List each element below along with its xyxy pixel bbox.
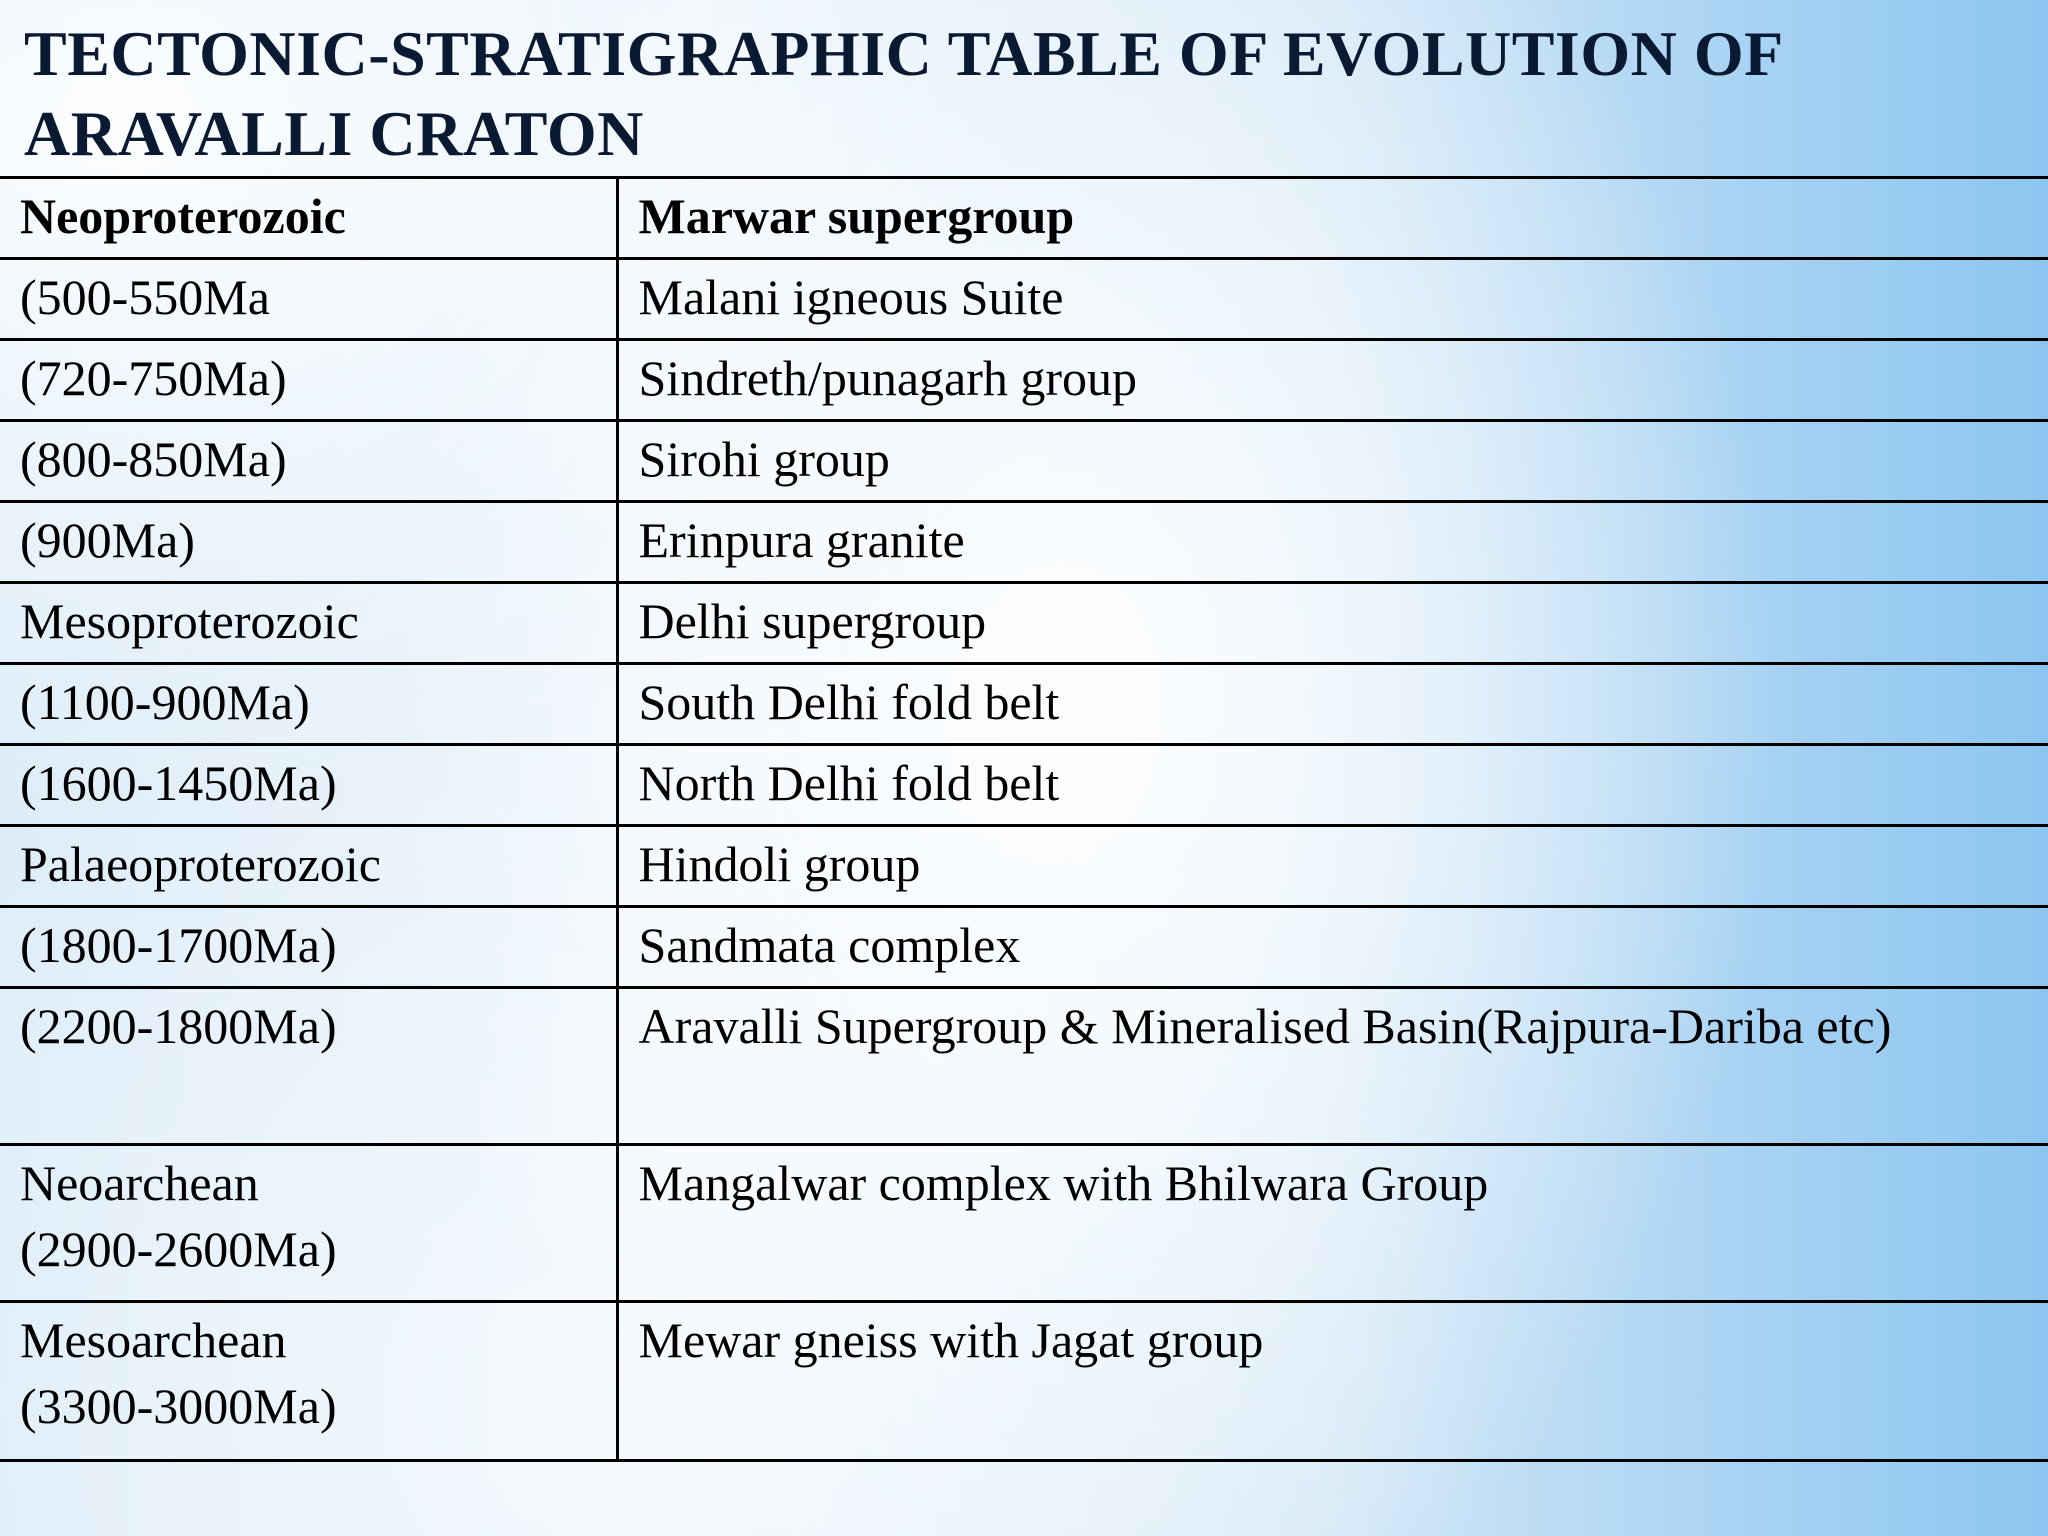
- age-cell: (1800-1700Ma): [0, 907, 617, 988]
- unit-cell: Mewar gneiss with Jagat group: [617, 1302, 2048, 1461]
- age-cell: Palaeoproterozoic: [0, 826, 617, 907]
- table-row: [0, 745, 2048, 826]
- age-cell: (1600-1450Ma): [0, 745, 617, 826]
- table-row: [0, 502, 2048, 583]
- era-name: Neoarchean: [20, 1155, 259, 1211]
- table-row: [0, 664, 2048, 745]
- age-cell: (1100-900Ma): [0, 664, 617, 745]
- unit-cell: South Delhi fold belt: [617, 664, 2048, 745]
- table-row: [0, 340, 2048, 421]
- table-row: [0, 583, 2048, 664]
- title-line-1: TECTONIC-STRATIGRAPHIC TABLE OF EVOLUTION OF: [24, 18, 1784, 89]
- table-row: [0, 826, 2048, 907]
- table-row: [0, 1302, 2048, 1461]
- title-line-2: ARAVALLI CRATON: [24, 98, 644, 169]
- unit-cell: Malani igneous Suite: [617, 259, 2048, 340]
- age-cell: (500-550Ma: [0, 259, 617, 340]
- header-unit-cell: Marwar supergroup: [617, 178, 2048, 259]
- unit-cell: Erinpura granite: [617, 502, 2048, 583]
- unit-cell: Mangalwar complex with Bhilwara Group: [617, 1145, 2048, 1302]
- era-range: (3300-3000Ma): [20, 1378, 337, 1434]
- unit-cell: Hindoli group: [617, 826, 2048, 907]
- age-cell: (720-750Ma): [0, 340, 617, 421]
- header-age-cell: Neoproterozoic: [0, 178, 617, 259]
- unit-cell: Sirohi group: [617, 421, 2048, 502]
- stratigraphic-table: [0, 176, 2048, 1462]
- table-row: [0, 421, 2048, 502]
- unit-cell: Aravalli Supergroup & Mineralised Basin(Rajpura-Dariba etc): [617, 988, 2048, 1145]
- unit-cell: North Delhi fold belt: [617, 745, 2048, 826]
- unit-cell: Delhi supergroup: [617, 583, 2048, 664]
- age-cell: Mesoproterozoic: [0, 583, 617, 664]
- age-cell: (2200-1800Ma): [0, 988, 617, 1145]
- table-row: [0, 259, 2048, 340]
- table-row: [0, 1145, 2048, 1302]
- unit-cell: Sindreth/punagarh group: [617, 340, 2048, 421]
- unit-cell: Sandmata complex: [617, 907, 2048, 988]
- page-title: [24, 14, 2014, 174]
- table-row: [0, 988, 2048, 1145]
- age-cell: [0, 1302, 617, 1461]
- age-cell: (800-850Ma): [0, 421, 617, 502]
- age-cell: (900Ma): [0, 502, 617, 583]
- table-row: [0, 907, 2048, 988]
- era-name: Mesoarchean: [20, 1312, 287, 1368]
- age-cell: [0, 1145, 617, 1302]
- table-header-row: [0, 178, 2048, 259]
- era-range: (2900-2600Ma): [20, 1221, 337, 1277]
